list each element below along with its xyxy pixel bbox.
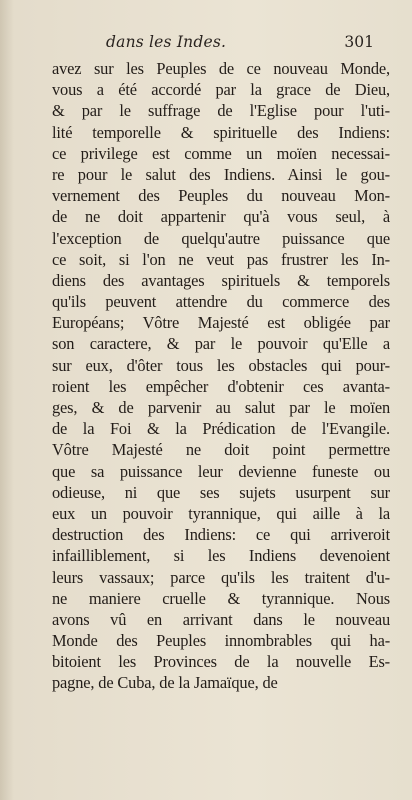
- text-line: vous a été accordé par la grace de Dieu,: [52, 80, 390, 100]
- text-line: Européans; Vôtre Majesté est obligée par: [52, 313, 390, 333]
- text-line: odieuse, ni que ses sujets usurpent sur: [52, 482, 390, 502]
- text-line: que sa puissance leur devienne funeste ou: [52, 461, 390, 481]
- text-line: qu'ils peuvent attendre du commerce des: [52, 292, 390, 312]
- text-line: de ne doit appartenir qu'à vous seul, à: [52, 207, 390, 227]
- text-line: ges, & de parvenir au salut par le moïen: [52, 398, 390, 417]
- text-line: lité temporelle & spirituelle des Indiens:: [52, 122, 390, 142]
- text-line: son caractere, & par le pouvoir qu'Elle a: [52, 334, 390, 354]
- text-line: sur eux, d'ôter tous les obstacles qui pour-: [52, 355, 390, 375]
- text-line: Monde des Peuples innombrables qui ha-: [52, 631, 390, 651]
- text-line: ce soit, si l'on ne veut pas frustrer les In-: [52, 249, 390, 269]
- text-line: ne maniere cruelle & tyrannique. Nous: [52, 588, 390, 608]
- text-line: destruction des Indiens: ce qui arriveroit: [52, 525, 390, 545]
- text-line: bitoient les Provinces de la nouvelle Es-: [52, 652, 390, 672]
- text-line: pagne, de Cuba, de la Jamaïque, de: [52, 673, 278, 693]
- text-line: de la Foi & la Prédication de l'Evangile.: [52, 419, 390, 439]
- text-line: ce privilege est comme un moïen necessai-: [52, 143, 390, 163]
- page-number: 301: [344, 33, 374, 51]
- text-line: infailliblement, si les Indiens devenoient: [52, 546, 390, 566]
- text-line: roient les empêcher d'obtenir ces avanta-: [52, 376, 390, 396]
- text-line: diens des avantages spirituels & temporels: [52, 270, 390, 290]
- text-line: l'exception de quelqu'autre puissance que: [52, 228, 390, 248]
- text-line: vernement des Peuples du nouveau Mon-: [52, 186, 390, 206]
- text-line: avons vû en arrivant dans le nouveau: [52, 609, 390, 629]
- text-line: & par le suffrage de l'Eglise pour l'uti-: [52, 101, 390, 121]
- body-text: [52, 58, 390, 694]
- text-line: leurs vassaux; parce qu'ils les traitent d'u-: [52, 567, 390, 587]
- running-title: dans les Indes.: [106, 33, 227, 51]
- text-line: Vôtre Majesté ne doit point permettre: [52, 440, 390, 460]
- text-line: avez sur les Peuples de ce nouveau Monde,: [52, 59, 390, 78]
- page-header: [52, 33, 376, 55]
- text-line: eux un pouvoir tyrannique, qui aille à la: [52, 503, 390, 523]
- text-line: re pour le salut des Indiens. Ainsi le gou-: [52, 164, 390, 184]
